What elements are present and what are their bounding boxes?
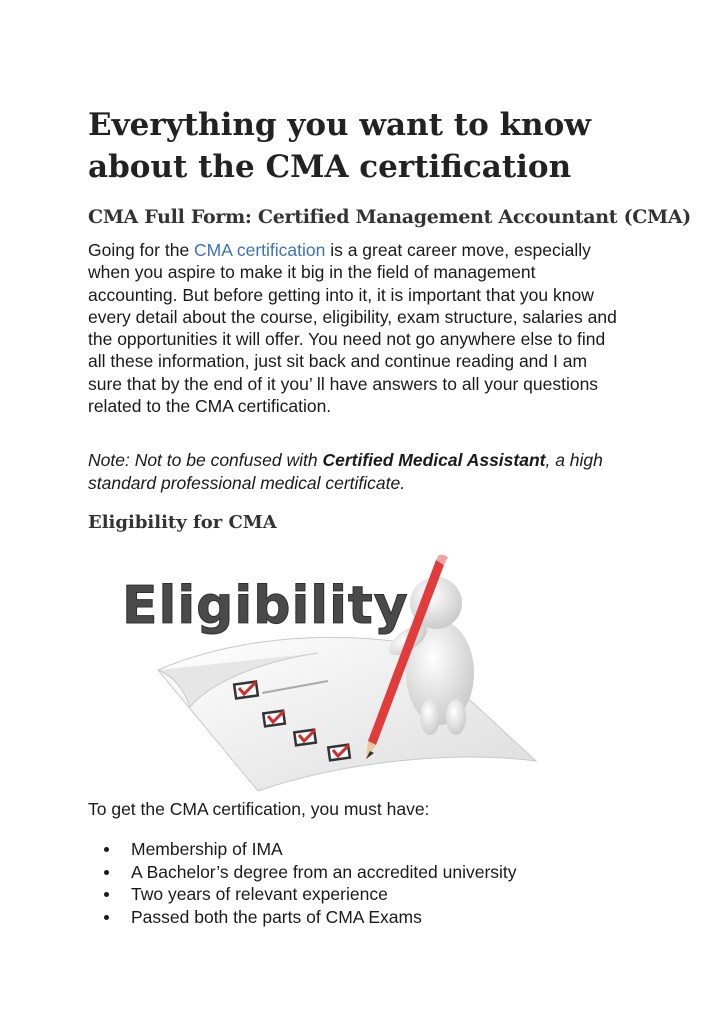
requirements-lead: To get the CMA certification, you must have: (88, 799, 430, 819)
intro-suffix: is a great career move, especially when you aspire to make it big in the field of management accounting. But before getting into it, it is important that you know every detail about the course, eligibility, exam structure, salaries and the opportunities it will offer. You need not go anywhere else to find all these information, just sit back and continue reading and I am sure that by the end of it you’ ll have answers to all your questions related to the CMA certification. (88, 240, 617, 417)
note-prefix: Note: Not to be confused with (88, 450, 323, 470)
note-emphasis: Certified Medical Assistant (322, 450, 546, 470)
note-paragraph (88, 449, 628, 494)
list-item-text: Passed both the parts of CMA Exams (131, 906, 422, 927)
list-item (88, 861, 517, 884)
bullet (104, 915, 109, 920)
eligibility-illustration (118, 555, 548, 800)
list-item-text: Two years of relevant experience (131, 884, 388, 904)
list-item-text: A Bachelor’s degree from an accredited university (131, 861, 517, 882)
page-title: Everything you want to know about the CMA certification (88, 107, 591, 185)
list-item-text: Membership of IMA (131, 839, 283, 859)
bullet (104, 847, 109, 852)
subtitle: CMA Full Form: Certified Management Accountant (CMA) (88, 206, 691, 228)
list-item (88, 906, 517, 929)
intro-prefix: Going for the (88, 240, 195, 260)
bullet (104, 892, 109, 897)
cma-certification-link[interactable]: CMA certification (194, 240, 326, 260)
note-suffix: , a high standard professional medical certificate. (88, 450, 603, 493)
list-item (88, 883, 517, 906)
check-box-4 (328, 745, 350, 761)
list-item (88, 838, 517, 861)
eligibility-word: Eligibility (122, 576, 409, 636)
paper-sheet (158, 637, 536, 791)
check-box-2 (263, 711, 285, 727)
requirements-list (88, 838, 517, 928)
bullet (104, 870, 109, 875)
eligibility-heading: Eligibility for CMA (88, 512, 277, 533)
intro-paragraph (88, 239, 623, 417)
check-box-3 (294, 730, 316, 746)
